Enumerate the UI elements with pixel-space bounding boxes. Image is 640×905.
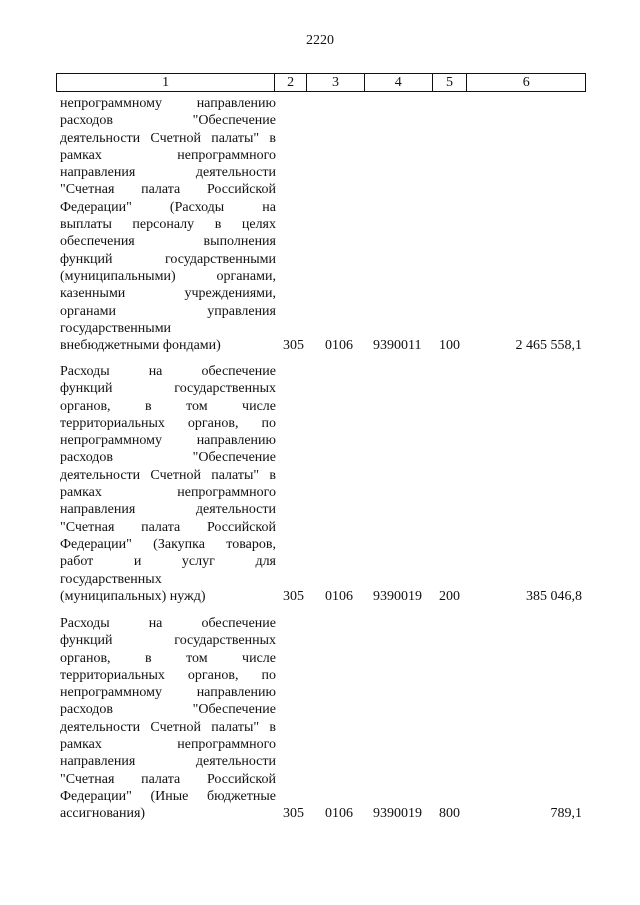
row-description [60, 615, 276, 805]
row-description-last-line: (муниципальных) нужд) [60, 589, 206, 604]
row-description-line: Федерации" (Иные бюджетные [60, 788, 276, 804]
row-description-line: расходов "Обеспечение [60, 702, 276, 718]
row-gr-code: 305 [283, 589, 304, 604]
page-number: 2220 [306, 33, 334, 48]
row-description-line: направления деятельности [60, 502, 276, 518]
row-description-line: Федерации" (Расходы на [60, 199, 276, 215]
row-description-line: государственных [60, 571, 162, 587]
row-description [60, 95, 276, 337]
row-description-line: направления деятельности [60, 754, 276, 770]
row-amount: 385 046,8 [526, 589, 582, 604]
row-section-code: 0106 [325, 806, 353, 821]
row-description-line: деятельности Счетной палаты" в [60, 467, 276, 483]
row-description-line: "Счетная палата Российской [60, 519, 276, 535]
row-description-line: непрограммному направлению [60, 96, 276, 111]
header-col-2: 2 [275, 74, 307, 91]
row-gr-code: 305 [283, 338, 304, 353]
row-description-line: территориальных органов, по [60, 415, 276, 431]
row-amount: 789,1 [550, 806, 582, 821]
row-description-line: территориальных органов, по [60, 667, 276, 683]
row-target-code: 9390019 [373, 589, 422, 604]
header-col-6: 6 [522, 75, 530, 90]
row-description-line: "Счетная палата Российской [60, 771, 276, 787]
row-description-line: органов, в том числе [60, 398, 276, 414]
header-col-4: 4 [365, 74, 433, 91]
row-description-line: органами управления [60, 303, 276, 319]
row-expense-type: 800 [439, 806, 460, 821]
row-description-line: направления деятельности [60, 165, 276, 181]
row-description [60, 363, 276, 588]
row-description-line: рамках непрограммного [60, 147, 276, 163]
row-description-line: работ и услуг для [60, 554, 276, 570]
row-description-line: казенными учреждениями, [60, 286, 276, 302]
row-description-line: (муниципальными) органами, [60, 268, 276, 284]
row-amount: 2 465 558,1 [515, 338, 582, 353]
row-description-line: функций государственных [60, 381, 276, 397]
row-description-line: функций государственных [60, 633, 276, 649]
row-gr-code: 305 [283, 806, 304, 821]
header-col-1: 1 [57, 74, 275, 91]
row-expense-type: 100 [439, 338, 460, 353]
row-description-last-line: ассигнования) [60, 806, 146, 821]
row-description-line: непрограммному направлению [60, 685, 276, 701]
row-section-code: 0106 [325, 338, 353, 353]
row-target-code: 9390019 [373, 806, 422, 821]
row-description-line: деятельности Счетной палаты" в [60, 719, 276, 735]
row-description-line: Расходы на обеспечение [60, 616, 276, 631]
row-target-code: 9390011 [373, 338, 422, 353]
row-section-code: 0106 [325, 589, 353, 604]
header-col-5: 5 [433, 74, 468, 91]
row-description-line: обеспечения выполнения [60, 234, 276, 250]
row-description-line: деятельности Счетной палаты" в [60, 130, 276, 146]
row-description-line: непрограммному направлению [60, 433, 276, 449]
row-description-line: рамках непрограммного [60, 485, 276, 501]
row-description-line: функций государственными [60, 251, 276, 267]
row-description-line: органов, в том числе [60, 650, 276, 666]
row-description-line: выплаты персоналу в целях [60, 217, 276, 233]
row-description-line: Расходы на обеспечение [60, 364, 276, 379]
row-description-line: расходов "Обеспечение [60, 113, 276, 129]
row-description-line: рамках непрограммного [60, 737, 276, 753]
row-description-line: государственными [60, 320, 172, 336]
row-description-last-line: внебюджетными фондами) [60, 338, 221, 353]
row-description-line: "Счетная палата Российской [60, 182, 276, 198]
row-expense-type: 200 [439, 589, 460, 604]
table-header [56, 73, 586, 92]
row-description-line: Федерации" (Закупка товаров, [60, 536, 276, 552]
row-description-line: расходов "Обеспечение [60, 450, 276, 466]
header-col-3: 3 [307, 74, 365, 91]
